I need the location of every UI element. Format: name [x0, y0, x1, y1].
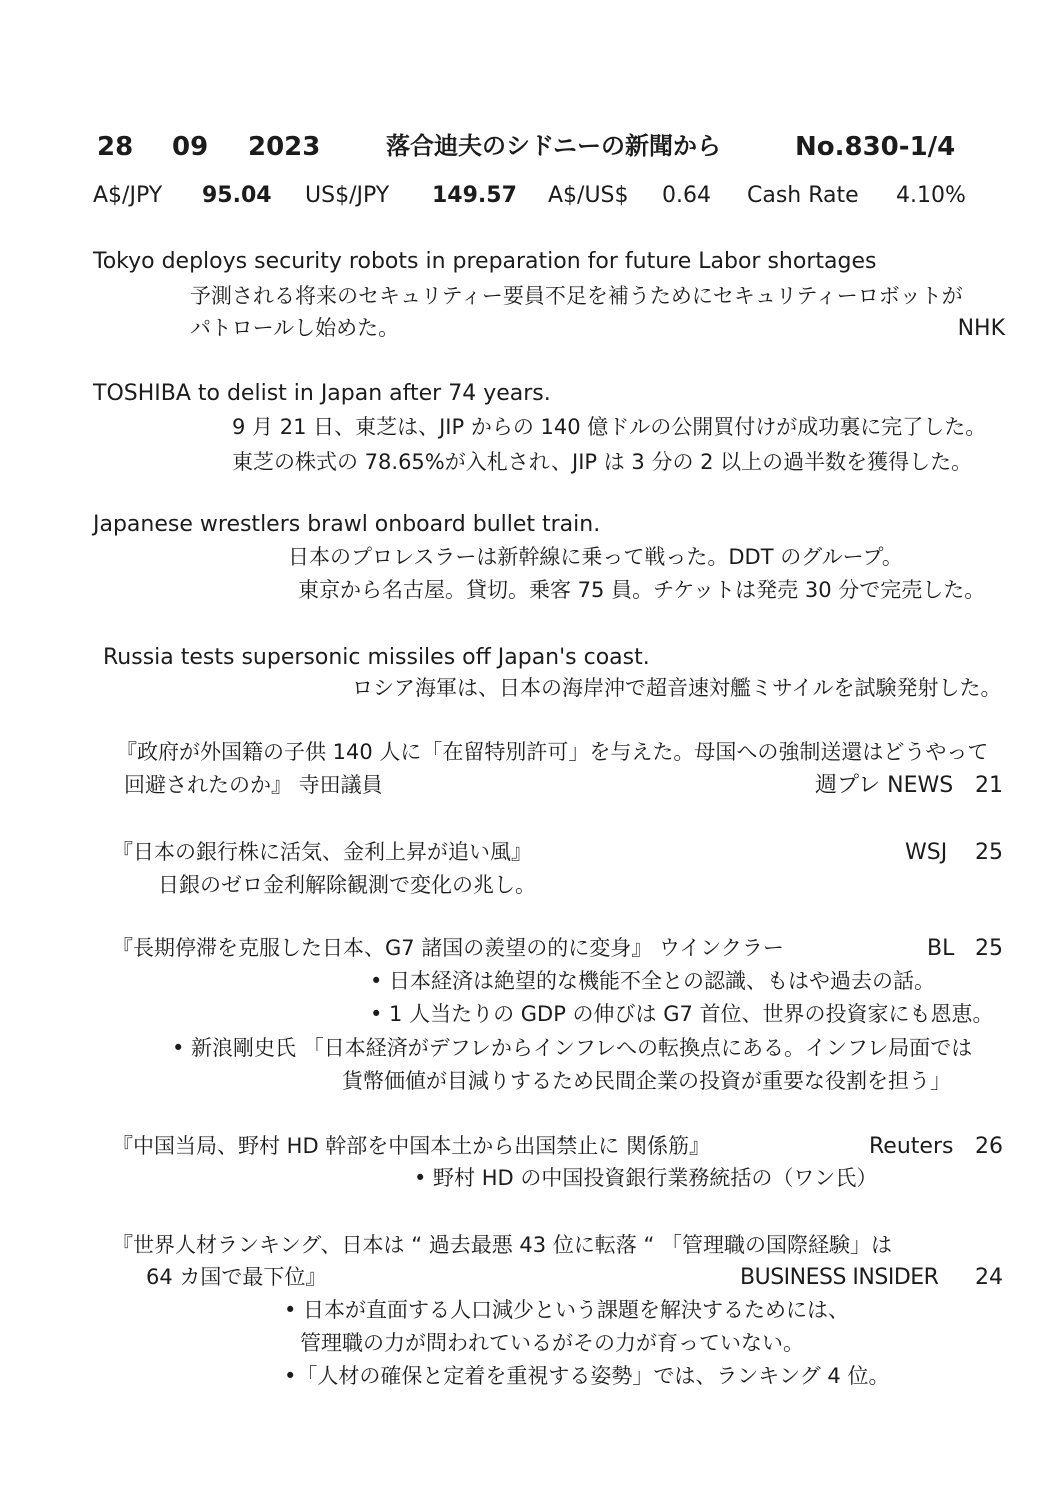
article-source: NHK — [957, 316, 1005, 341]
article-headline: Japanese wrestlers brawl onboard bullet train. — [93, 512, 601, 537]
article-page: 25 — [975, 840, 1003, 865]
article-line: 回避されたのか』 寺田議員 — [124, 773, 383, 797]
article-bullet: •「人材の確保と定着を重視する姿勢」では、ランキング 4 位。 — [284, 1364, 890, 1388]
article-source: 週プレ NEWS — [815, 773, 954, 798]
article-line: 『世界人材ランキング、日本は “ 過去最悪 43 位に転落 “ 「管理職の国際経験」は — [112, 1233, 893, 1257]
aud-jpy-value: 95.04 — [202, 183, 272, 208]
aud-usd-label: A$/US$ — [548, 183, 629, 208]
article-line: 『政府が外国籍の子供 140 人に「在留特別許可」を与えた。母国への強制送還はどうやって — [116, 740, 989, 764]
usd-jpy-label: US$/JPY — [305, 183, 390, 208]
article-line: 東京から名古屋。貸切。乗客 75 員。チケットは発売 30 分で完売した。 — [298, 578, 986, 602]
article-source: BUSINESS INSIDER — [740, 1265, 939, 1290]
article-line: 『日本の銀行株に活気、金利上昇が追い風』 — [112, 840, 532, 864]
article-bullet: • 1 人当たりの GDP の伸びは G7 首位、世界の投資家にも恩恵。 — [370, 1002, 994, 1026]
cash-rate-label: Cash Rate — [747, 183, 859, 208]
article-source: BL — [927, 936, 955, 961]
article-bullet: • 野村 HD の中国投資銀行業務統括の（ワン氏） — [414, 1166, 878, 1190]
article-bullet: • 新浪剛史氏 「日本経済がデフレからインフレへの転換点にある。インフレ局面では — [172, 1036, 973, 1060]
article-line: 貨幣価値が目減りするため民間企業の投資が重要な役割を担う」 — [342, 1069, 951, 1093]
article-headline: TOSHIBA to delist in Japan after 74 years. — [93, 381, 551, 406]
article-bullet: • 日本経済は絶望的な機能不全との認識、もはや過去の話。 — [370, 969, 936, 993]
article-page: 24 — [975, 1265, 1003, 1290]
article-line: 日本のプロレスラーは新幹線に乗って戦った。DDT のグループ。 — [288, 545, 903, 569]
aud-usd-value: 0.64 — [662, 183, 711, 208]
article-line: 予測される将来のセキュリティー要員不足を補うためにセキュリティーロボットが — [190, 284, 963, 308]
article-page: 25 — [975, 936, 1003, 961]
article-source: WSJ — [905, 840, 948, 865]
article-headline: Russia tests supersonic missiles off Japan's coast. — [103, 645, 650, 670]
article-line: 64 カ国で最下位』 — [146, 1265, 327, 1289]
article-line: 日銀のゼロ金利解除観測で変化の兆し。 — [158, 873, 536, 897]
article-line: 9 月 21 日、東芝は、JIP からの 140 億ドルの公開買付けが成功裏に完了した。 — [232, 415, 987, 439]
article-page: 26 — [975, 1134, 1003, 1159]
article-bullet: • 日本が直面する人口減少という課題を解決するためには、 — [284, 1298, 850, 1322]
article-line: 東芝の株式の 78.65%が入札され、JIP は 3 分の 2 以上の過半数を獲得した。 — [232, 450, 973, 474]
page-title: 落合迪夫のシドニーの新聞から — [386, 132, 722, 160]
article-line: ロシア海軍は、日本の海岸沖で超音速対艦ミサイルを試験発射した。 — [352, 676, 1002, 700]
date-month: 09 — [172, 132, 209, 162]
date-day: 28 — [97, 132, 134, 162]
article-line: 管理職の力が問われているがその力が育っていない。 — [300, 1331, 804, 1355]
article-line: 『長期停滞を克服した日本、G7 諸国の羨望の的に変身』 ウインクラー — [112, 936, 784, 960]
issue-number: No.830-1/4 — [795, 132, 956, 162]
article-headline: Tokyo deploys security robots in preparation for future Labor shortages — [93, 249, 877, 274]
article-page: 21 — [975, 773, 1003, 798]
aud-jpy-label: A$/JPY — [93, 183, 163, 208]
date-year: 2023 — [248, 132, 321, 162]
article-line: パトロールし始めた。 — [190, 316, 400, 340]
article-line: 『中国当局、野村 HD 幹部を中国本土から出国禁止に 関係筋』 — [112, 1134, 710, 1158]
article-source: Reuters — [869, 1134, 954, 1159]
cash-rate-value: 4.10% — [896, 183, 966, 208]
usd-jpy-value: 149.57 — [432, 183, 517, 208]
